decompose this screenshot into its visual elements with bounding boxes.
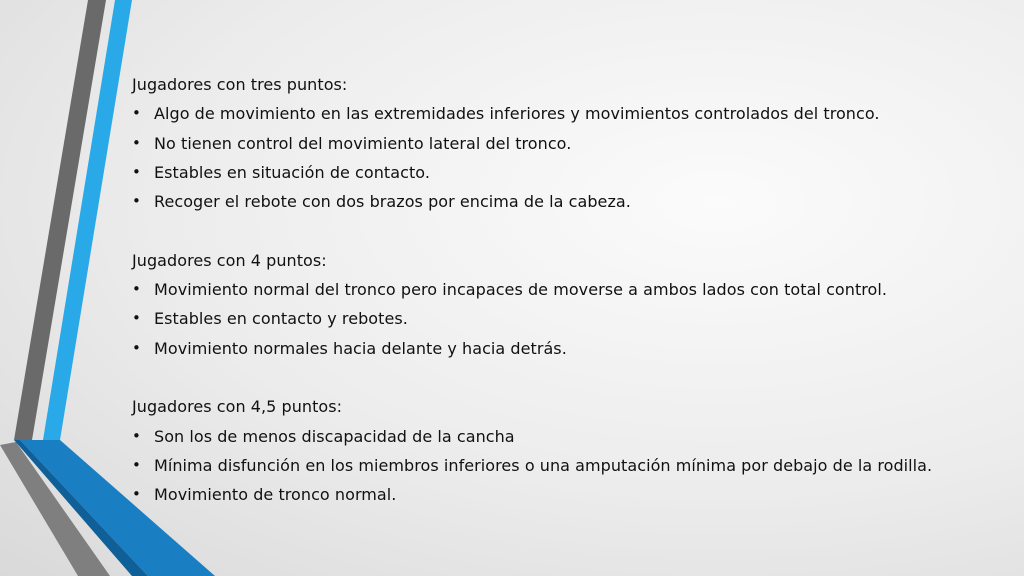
list-item: • Movimiento normales hacia delante y hacia detrás. bbox=[132, 334, 1012, 363]
spacer bbox=[132, 216, 1012, 245]
list-item: • Movimiento normal del tronco pero incapaces de moverse a ambos lados con total control. bbox=[132, 275, 1012, 304]
list-item: • Recoger el rebote con dos brazos por encima de la cabeza. bbox=[132, 187, 1012, 216]
bullet-icon: • bbox=[132, 104, 141, 123]
bullet-icon: • bbox=[132, 192, 141, 211]
spacer bbox=[132, 363, 1012, 392]
section-heading-3-points: Jugadores con tres puntos: bbox=[132, 75, 348, 94]
bullet-list-3-points bbox=[132, 99, 1012, 216]
list-item: • Movimiento de tronco normal. bbox=[132, 480, 1012, 509]
list-item: • Son los de menos discapacidad de la cancha bbox=[132, 422, 1012, 451]
bullet-icon: • bbox=[132, 455, 141, 474]
bullet-icon: • bbox=[132, 133, 141, 152]
list-item: • Estables en situación de contacto. bbox=[132, 158, 1012, 187]
bullet-list-4-5-points bbox=[132, 422, 1012, 510]
section-heading-4-5-points: Jugadores con 4,5 puntos: bbox=[132, 397, 343, 417]
bullet-icon: • bbox=[132, 485, 141, 504]
bullet-icon: • bbox=[132, 280, 141, 299]
list-item: • Mínima disfunción en los miembros inferiores o una amputación mínima por debajo de la rodilla. bbox=[132, 451, 1012, 480]
list-item: • Estables en contacto y rebotes. bbox=[132, 304, 1012, 333]
bullet-list-4-points bbox=[132, 275, 1012, 363]
bullet-icon: • bbox=[132, 309, 141, 328]
list-item: • No tienen control del movimiento lateral del tronco. bbox=[132, 129, 1012, 158]
bullet-icon: • bbox=[132, 162, 141, 181]
section-heading-4-points: Jugadores con 4 puntos: bbox=[132, 250, 327, 270]
bullet-icon: • bbox=[132, 338, 141, 357]
bullet-icon: • bbox=[132, 426, 141, 445]
list-item: • Algo de movimiento en las extremidades inferiores y movimientos controlados del tronco. bbox=[132, 99, 1012, 128]
slide-content bbox=[132, 70, 1012, 509]
